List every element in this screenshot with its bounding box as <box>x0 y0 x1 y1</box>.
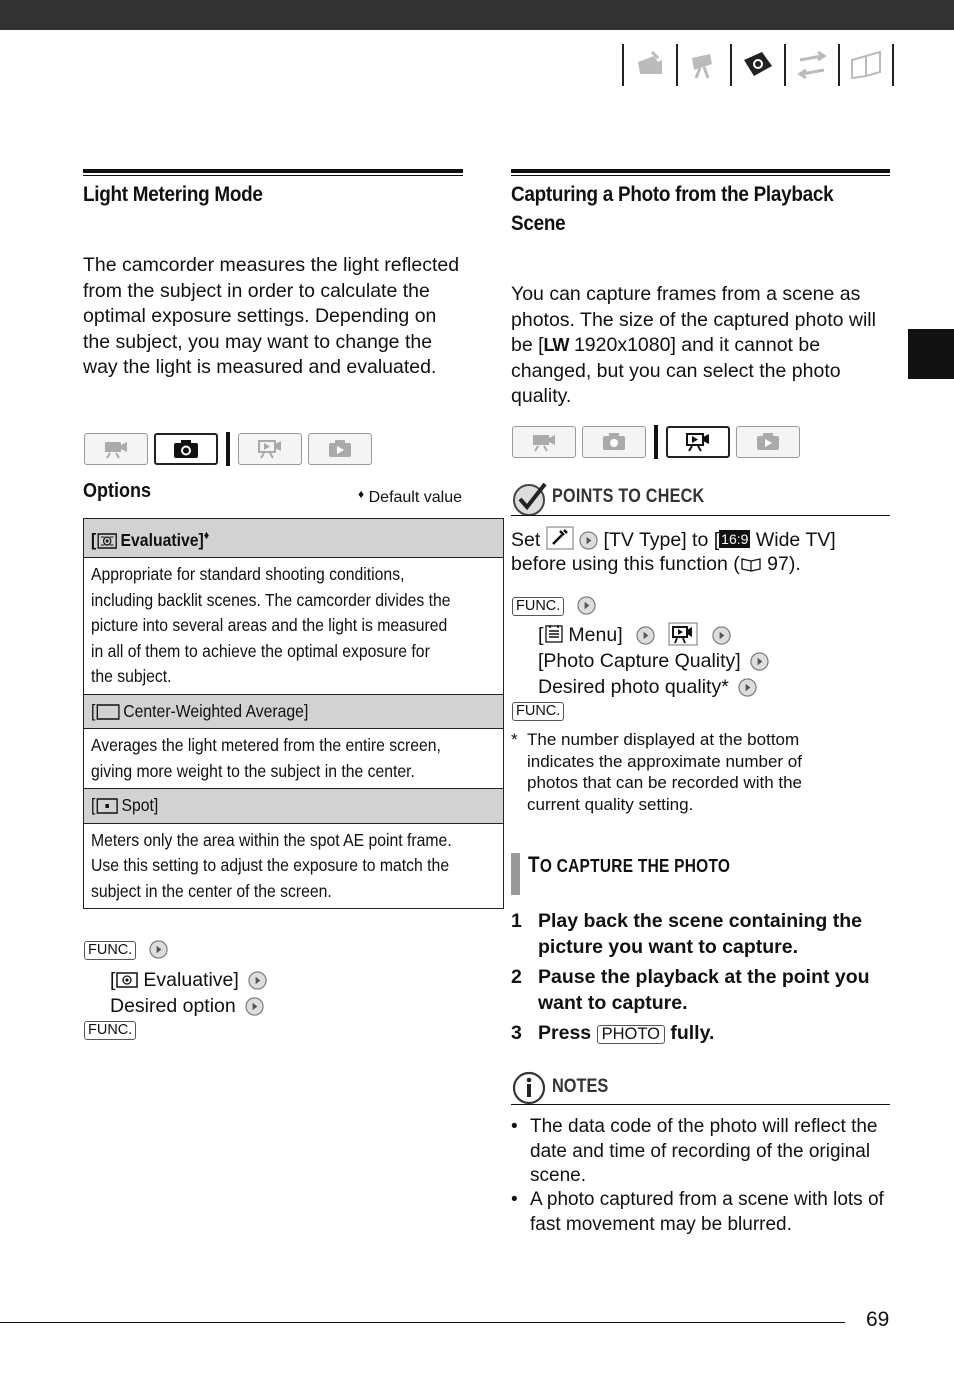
right-procedure-start <box>512 596 596 616</box>
arrow-icon <box>245 997 264 1016</box>
arrow-icon <box>579 531 598 550</box>
left-intro: The camcorder measures the light reflected from the subject in order to calculate the optimal exposure settings. Depending on the subject, you may want to change the way the light is measured and evaluated. <box>83 254 460 378</box>
arrow-icon <box>636 626 655 645</box>
option-row-header <box>84 789 504 824</box>
left-procedure-start <box>84 940 168 960</box>
mode-video-record-icon <box>512 426 576 458</box>
option-description: Averages the light metered from the entire screen, giving more weight to the subject in the center. <box>91 735 441 781</box>
subheading-bar <box>511 853 520 895</box>
chapter-tabs <box>622 44 894 86</box>
arrow-icon <box>149 940 168 959</box>
tab-photo-icon <box>730 44 784 86</box>
func-key: FUNC. <box>84 1021 136 1040</box>
heading-rule-thin <box>83 175 463 176</box>
option-row-header <box>84 519 504 558</box>
option-row-description <box>84 729 504 789</box>
option-description: Appropriate for standard shooting conditions, including backlit scenes. The camcorder divides the picture into several areas and the light is measured in all of them to achieve the optimal exposure for the subject. <box>91 564 451 687</box>
chapter-thumb-mark <box>908 329 954 379</box>
option-row-header <box>84 694 504 729</box>
footer-rule <box>0 1322 845 1323</box>
option-title: [ Evaluative]♦ <box>91 528 210 550</box>
left-procedure-line1: [ Evaluative] <box>110 967 267 993</box>
setup-menu-icon <box>546 526 574 550</box>
header-bar <box>0 0 954 30</box>
notes-heading: NOTES <box>552 1076 609 1097</box>
options-label: Options <box>83 480 151 502</box>
section-rule <box>511 1104 890 1105</box>
info-icon <box>512 1071 548 1105</box>
lw-size-icon: LW <box>543 335 569 355</box>
heading-rule-thin <box>511 175 890 176</box>
mode-photo-play-icon <box>736 426 800 458</box>
check-line-1: Set [TV Type] to [ 16:9 Wide TV] <box>511 526 891 553</box>
right-procedure-line3: Desired photo quality* <box>538 674 757 700</box>
heading-rule <box>83 169 463 173</box>
mode-separator <box>654 425 658 459</box>
page-number: 69 <box>866 1308 890 1331</box>
right-procedure-end <box>512 702 564 721</box>
right-procedure-line2: [Photo Capture Quality] <box>538 648 769 674</box>
check-line-2: before using this function ( 97). <box>511 553 801 575</box>
book-reference-icon <box>740 556 762 572</box>
widescreen-icon: 16:9 <box>721 531 749 547</box>
evaluative-metering-icon <box>97 533 117 549</box>
default-value-legend: ♦ Default value <box>358 487 462 506</box>
mode-video-record-icon <box>84 433 148 465</box>
right-heading: Capturing a Photo from the Playback Scene <box>511 183 834 235</box>
left-heading: Light Metering Mode <box>83 183 263 206</box>
arrow-icon <box>712 626 731 645</box>
points-to-check-heading: POINTS TO CHECK <box>552 486 705 507</box>
mode-photo-record-icon <box>582 426 646 458</box>
option-row-description <box>84 823 504 909</box>
capture-subheading: TO CAPTURE THE PHOTO <box>528 852 731 877</box>
arrow-icon <box>738 678 757 697</box>
tab-introduction-icon <box>622 44 676 86</box>
center-weighted-metering-icon <box>96 704 119 720</box>
spot-metering-icon <box>96 798 118 814</box>
tab-external-icon <box>784 44 838 86</box>
tab-book-icon <box>838 44 894 86</box>
arrow-icon <box>577 596 596 615</box>
options-table <box>83 518 504 909</box>
option-title: [ Center-Weighted Average] <box>91 700 309 721</box>
arrow-icon <box>248 971 267 990</box>
func-key: FUNC. <box>84 941 136 960</box>
heading-rule <box>511 169 890 173</box>
left-procedure-end <box>84 1021 136 1040</box>
option-row-description <box>84 558 504 695</box>
right-procedure-line1: [ Menu] <box>538 622 731 648</box>
option-title: [ Spot] <box>91 795 159 816</box>
section-rule <box>511 515 890 516</box>
left-procedure-line2: Desired option <box>110 993 264 1019</box>
mode-video-play-icon <box>238 433 302 465</box>
left-mode-indicator <box>84 432 372 466</box>
mode-photo-play-icon <box>308 433 372 465</box>
mode-photo-record-icon <box>154 433 218 465</box>
evaluative-metering-icon <box>116 972 138 988</box>
mode-separator <box>226 432 230 466</box>
func-key: FUNC. <box>512 702 564 721</box>
right-intro: You can capture frames from a scene as photos. The size of the captured photo will be [LW 1920x1080] and it cannot be changed, but you can select the photo quality. <box>511 283 876 407</box>
menu-icon <box>544 624 564 644</box>
mode-video-play-icon <box>666 426 730 458</box>
tab-video-icon <box>676 44 730 86</box>
checkmark-icon <box>511 480 551 518</box>
option-description: Meters only the area within the spot AE point frame. Use this setting to adjust the exposure to match the subject in the center of the screen. <box>91 829 452 901</box>
arrow-icon <box>750 652 769 671</box>
right-mode-indicator <box>512 425 800 459</box>
video-playback-menu-icon <box>668 622 698 646</box>
func-key: FUNC. <box>512 597 564 616</box>
photo-key: PHOTO <box>597 1025 665 1044</box>
